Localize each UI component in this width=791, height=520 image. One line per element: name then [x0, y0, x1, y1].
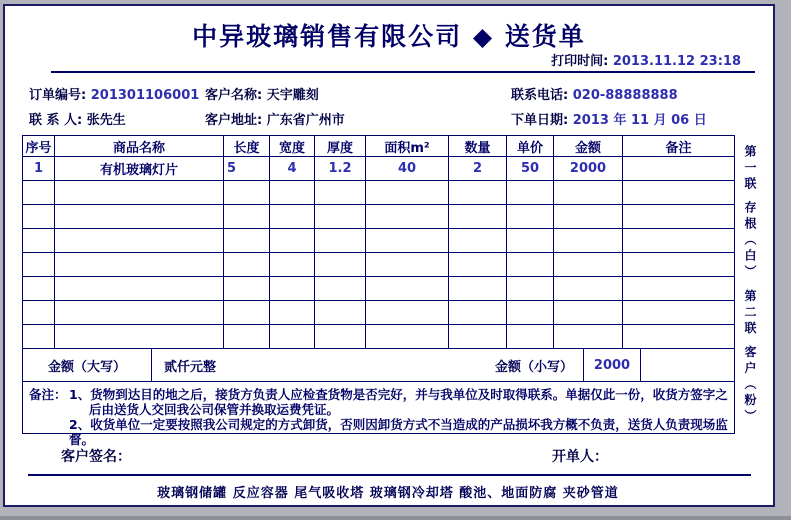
table-row-empty [23, 253, 734, 277]
cell-qty: 2 [449, 157, 507, 180]
table-row-empty [23, 301, 734, 325]
table-row [23, 157, 734, 181]
delivery-note-page [3, 4, 775, 507]
order-no-label: 订单编号: [29, 88, 91, 103]
notes-section [23, 382, 734, 447]
table-row-empty [23, 277, 734, 301]
col-header-remark: 备注 [665, 140, 692, 156]
phone-label: 联系电话: [511, 88, 573, 103]
table-row-empty [23, 181, 734, 205]
print-time-label: 打印时间: [551, 54, 613, 69]
amount-figures-value: 2000 [584, 349, 641, 381]
address-label: 客户地址: [205, 113, 267, 128]
footer-divider [28, 474, 751, 476]
customer-signature-label: 客户签名： [61, 449, 131, 465]
cell-product: 有机玻璃灯片 [55, 157, 224, 180]
notes-body [69, 387, 732, 447]
col-header-width: 宽度 [270, 136, 315, 156]
cell-area: 40 [366, 157, 449, 180]
print-time-value: 2013.11.12 23:18 [612, 54, 741, 69]
cell-seq: 1 [23, 157, 55, 180]
phone-value: 020-88888888 [572, 88, 678, 103]
items-table [22, 135, 735, 447]
order-info-section [29, 81, 773, 131]
address-value: 广东省广州市 [266, 113, 345, 128]
col-header-seq: 序号 [23, 136, 55, 156]
table-row-empty [23, 229, 734, 253]
totals-row [23, 349, 734, 382]
items-table-zone [22, 135, 773, 447]
footer-products-list: 玻璃钢储罐 反应容器 尾气吸收塔 玻璃钢冷却塔 酸池、地面防腐 夹砂管道 [157, 486, 619, 501]
amount-figures-label: 金额（小写） [494, 359, 573, 375]
col-header-price: 单价 [507, 136, 554, 156]
cell-length: 5 [224, 157, 270, 180]
col-header-length: 长度 [224, 136, 270, 156]
notes-line-1: 1、货物到达目的地之后，接货方负责人应检查货物是否完好，并与我单位及时取得联系。单据仅此一份，收货方签字之 [69, 387, 728, 402]
customer-name-value: 天宇雕刻 [266, 88, 319, 103]
notes-line-2: 后由送货人交回我公司保管并换取运费凭证。 [89, 402, 340, 417]
table-header-row [23, 136, 734, 157]
contact-label: 联 系 人: [29, 113, 87, 128]
totals-empty-cell [641, 349, 734, 381]
amount-words-value: 贰仟元整 [164, 359, 217, 375]
cell-amount: 2000 [554, 157, 623, 180]
table-row-empty [23, 325, 734, 349]
contact-field [29, 109, 205, 128]
customer-name-field [205, 84, 511, 103]
phone-field [511, 84, 773, 103]
order-no-field [29, 84, 205, 103]
amount-words-cell [152, 349, 584, 381]
signature-row [61, 445, 773, 467]
cell-price: 50 [507, 157, 554, 180]
table-row-empty [23, 205, 734, 229]
cell-remark [623, 157, 734, 180]
notes-line-3: 2、收货单位一定要按照我公司规定的方式卸货，否则因卸货方式不当造成的产品损坏我方概不负责，送货人负责现场监督。 [69, 417, 728, 447]
order-info-row-2 [29, 106, 773, 131]
col-header-qty: 数量 [449, 136, 507, 156]
order-info-row-1 [29, 81, 773, 106]
cell-width: 4 [270, 157, 315, 180]
address-field [205, 109, 511, 128]
order-no-value: 201301106001 [90, 88, 200, 103]
cell-thickness: 1.2 [315, 157, 366, 180]
copy-strip-vertical-text: 第一联 存根（白） 第二联 客户（粉） [743, 145, 757, 426]
col-header-area: 面积m² [366, 136, 449, 156]
amount-words-label: 金额（大写） [23, 349, 152, 381]
issuer-label: 开单人： [552, 449, 608, 465]
page-title: 中异玻璃销售有限公司 ◆ 送货单 [192, 22, 586, 51]
col-header-thickness: 厚度 [315, 136, 366, 156]
order-date-value: 2013 年 11 月 06 日 [572, 113, 707, 128]
print-time-row [51, 54, 755, 73]
order-date-label: 下单日期: [511, 113, 573, 128]
order-date-field [511, 109, 773, 128]
col-header-product: 商品名称 [55, 136, 224, 156]
contact-value: 张先生 [86, 113, 126, 128]
col-header-amount: 金额 [554, 136, 623, 156]
customer-name-label: 客户名称: [205, 88, 267, 103]
notes-label: 备注： [29, 387, 67, 402]
